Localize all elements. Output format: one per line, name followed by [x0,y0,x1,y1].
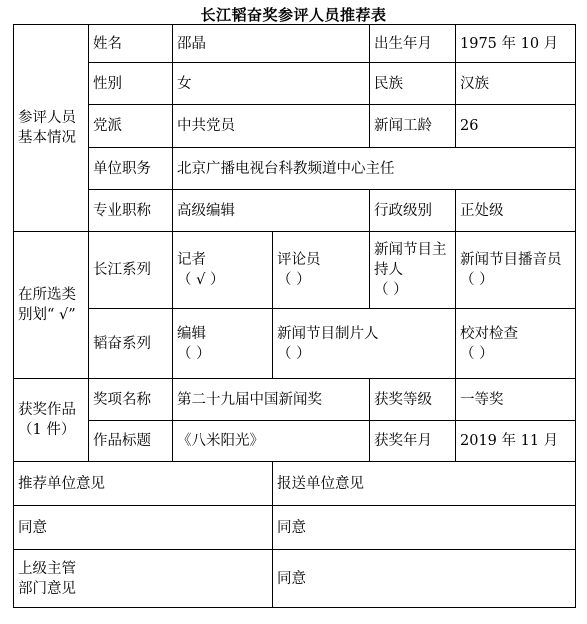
announcer-option[interactable] [456,232,576,309]
host-label: 新闻节目主持人 [374,242,447,278]
announcer-checkbox[interactable]: （ ） [460,272,494,288]
proofreader-checkbox[interactable]: （ ） [460,345,494,362]
seniority-value: 26 [456,105,576,148]
unit-label: 单位职务 [89,148,173,190]
changjiang-series-label: 长江系列 [89,232,173,309]
party-label: 党派 [89,105,173,148]
superior-dept-opinion-text: 上级主管部门意见 [18,560,76,597]
name-label: 姓名 [89,25,173,63]
ethnicity-label: 民族 [370,63,456,105]
award-level-label: 获奖等级 [370,379,456,421]
admin-level-label: 行政级别 [370,190,456,232]
reporter-checkbox[interactable]: （ √ ） [177,272,225,288]
proofreader-option[interactable] [456,309,576,379]
host-checkbox[interactable]: （ ） [374,282,408,298]
announcer-label: 新闻节目播音员 [460,252,562,268]
proofreader-label: 校对检查 [460,325,518,342]
editor-option[interactable] [173,309,273,379]
award-date-label: 获奖年月 [370,421,456,462]
work-title-value: 《八米阳光》 [173,421,370,462]
commentator-label: 评论员 [277,252,321,268]
award-level-value: 一等奖 [456,379,576,421]
name-value: 邵晶 [173,25,370,63]
birth-label: 出生年月 [370,25,456,63]
basic-info-category: 参评人员基本情况 [14,25,89,232]
award-date-value: 2019 年 11 月 [456,421,576,462]
reporter-label: 记者 [177,252,206,268]
birth-value: 1975 年 10 月 [456,25,576,63]
commentator-option[interactable] [273,232,370,309]
superior-dept-opinion-value: 同意 [273,550,576,608]
commentator-checkbox[interactable]: （ ） [277,272,311,288]
gender-label: 性别 [89,63,173,105]
recommend-unit-opinion-label: 推荐单位意见 [14,462,273,506]
submit-unit-opinion-value: 同意 [273,506,576,550]
award-name-value: 第二十九届中国新闻奖 [173,379,370,421]
admin-level-value: 正处级 [456,190,576,232]
party-value: 中共党员 [173,105,370,148]
ethnicity-value: 汉族 [456,63,576,105]
host-option[interactable] [370,232,456,309]
form-title: 长江韬奋奖参评人员推荐表 [200,6,387,24]
superior-dept-opinion-label [14,550,273,608]
producer-option[interactable] [273,309,456,379]
nomination-form-table [13,24,576,608]
award-name-label: 奖项名称 [89,379,173,421]
title-label: 专业职称 [89,190,173,232]
title-value: 高级编辑 [173,190,370,232]
editor-label: 编辑 [177,325,206,342]
seniority-label: 新闻工龄 [370,105,456,148]
award-work-category: 获奖作品（1 件） [14,379,89,462]
work-title-label: 作品标题 [89,421,173,462]
producer-label: 新闻节目制片人 [277,325,379,342]
unit-value: 北京广播电视台科教频道中心主任 [173,148,576,190]
editor-checkbox[interactable]: （ ） [177,345,211,362]
recommend-unit-opinion-value: 同意 [14,506,273,550]
taofen-series-label: 韬奋系列 [89,309,173,379]
reporter-option[interactable] [173,232,273,309]
submit-unit-opinion-label: 报送单位意见 [273,462,576,506]
category-selection-label: 在所选类别划“ √” [14,232,89,379]
producer-checkbox[interactable]: （ ） [277,345,311,362]
gender-value: 女 [173,63,370,105]
